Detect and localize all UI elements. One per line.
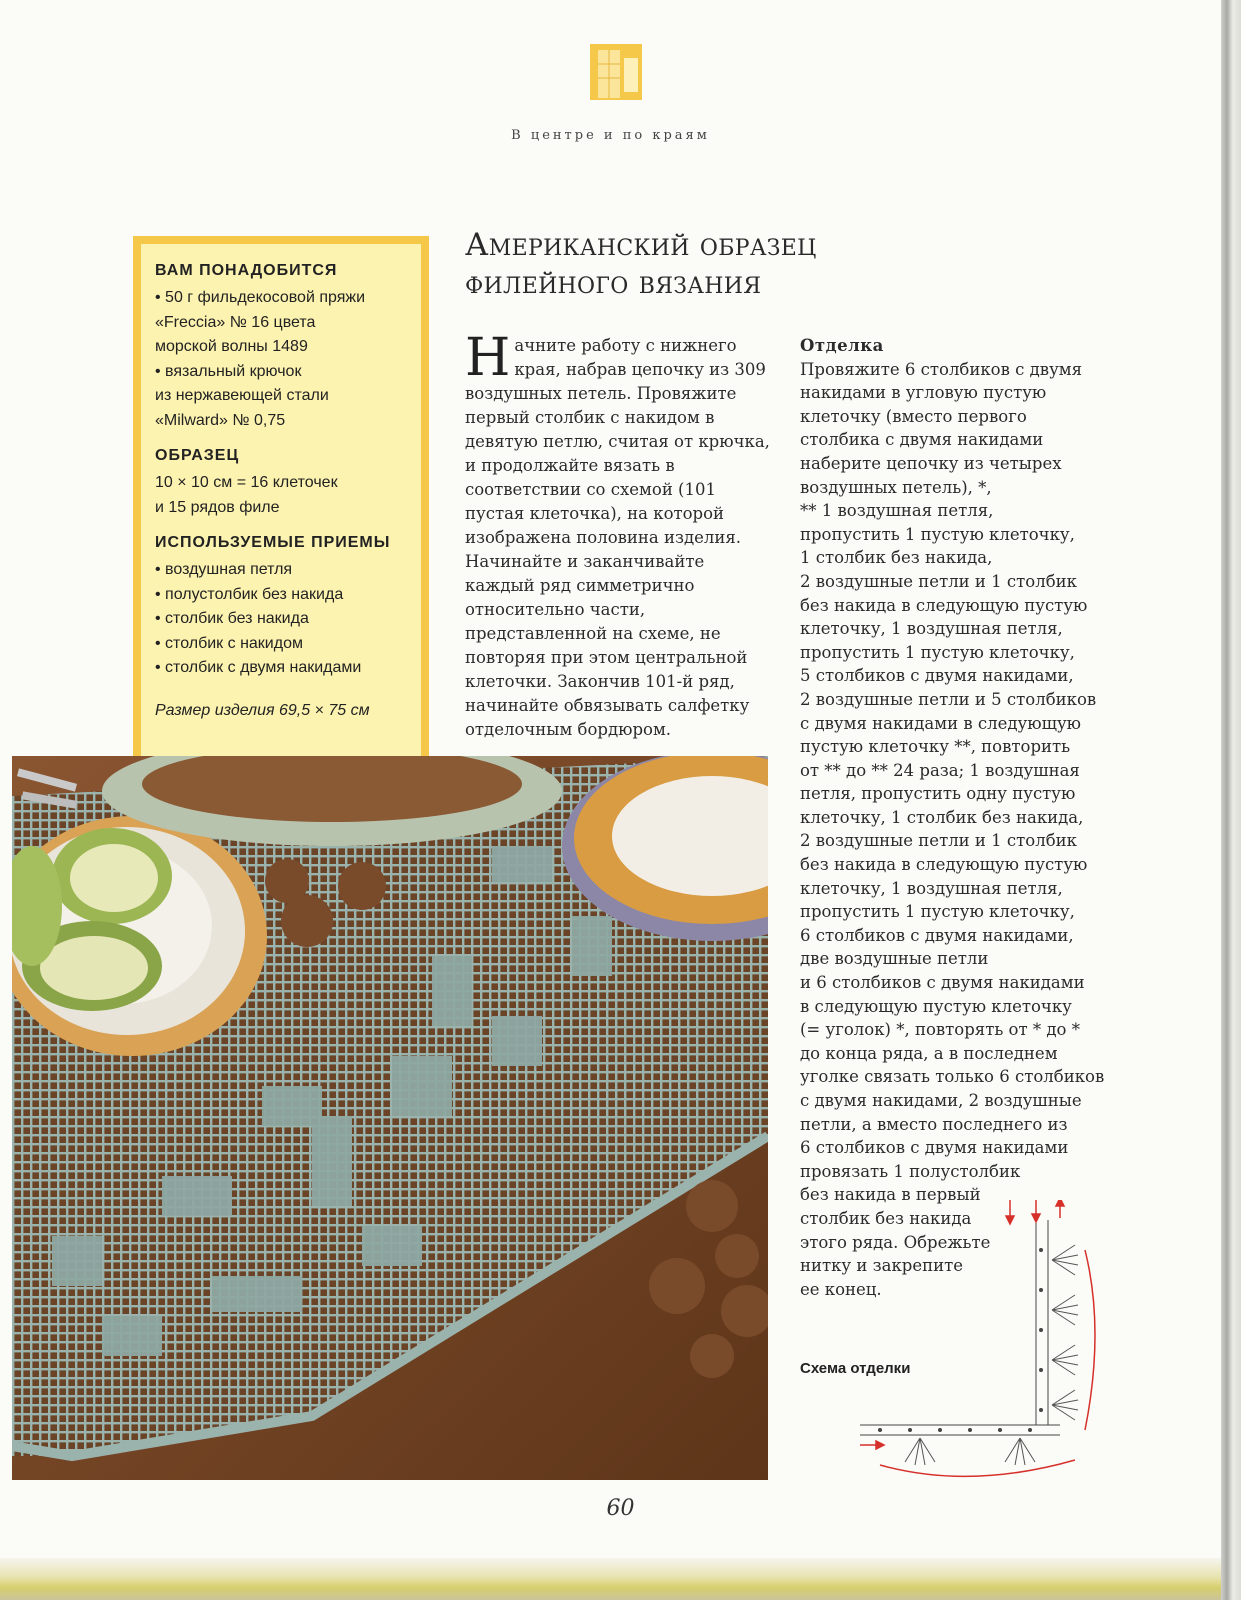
finishing-line: в следующую пустую клеточку [800, 996, 1072, 1016]
finishing-line: клеточку, 1 столбик без накида, [800, 807, 1084, 827]
gauge-line: 10 × 10 см = 16 клеточек [155, 474, 338, 491]
finishing-line: уголке связать только 6 столбиков [800, 1067, 1105, 1087]
schema-label: Схема отделки [800, 1360, 911, 1377]
finishing-line: столбик без накида [800, 1208, 972, 1228]
materials-heading: ВАМ ПОНАДОБИТСЯ [155, 262, 338, 279]
finishing-line: и 6 столбиков с двумя накидами [800, 973, 1085, 993]
finishing-line: петли, а вместо последнего из [800, 1114, 1068, 1134]
finishing-line: две воздушные петли [800, 949, 989, 969]
title-line: Американский образец [465, 227, 817, 263]
finishing-line: 2 воздушные петли и 1 столбик [800, 571, 1077, 591]
finishing-line: пропустить 1 пустую клеточку, [800, 902, 1075, 922]
body-paragraph: ачните работу с нижнего края, набрав цепочку из 309 воздушных петель. Провяжите первый столбик с накидом в девятую петлю, считая от крючка, и продолжайте вязать в соответствии со схемой (101 пустая клеточка), на которой изображена половина изделия. Начинайте и заканчивайте каждый ряд симметрично относительно части, представленной на схеме, не повторяя при этом центральной клеточки. Закончив 101-й ряд, начинайте обвязывать салфетку отделочным бордюром. [465, 336, 770, 739]
materials-line: из нержавеющей стали [155, 387, 329, 404]
finishing-line: Провяжите 6 столбиков с двумя [800, 359, 1083, 379]
finishing-line: 6 столбиков с двумя накидами [800, 1138, 1069, 1158]
techniques-heading: ИСПОЛЬЗУЕМЫЕ ПРИЕМЫ [155, 534, 391, 551]
finishing-line: пустую клеточку **, повторить [800, 737, 1071, 757]
finishing-line: нитку и закрепите [800, 1256, 963, 1276]
materials-line: • 50 г фильдекосовой пряжи [155, 289, 366, 306]
corner-logo-icon [590, 44, 642, 100]
finishing-line: петля, пропустить одну пустую [800, 784, 1076, 804]
finishing-line: ** 1 воздушная петля, [800, 501, 994, 521]
finishing-schema-diagram [860, 1200, 1120, 1490]
gauge-heading: ОБРАЗЕЦ [155, 447, 240, 464]
page-number: 60 [606, 1496, 635, 1521]
materials-sidebar [133, 236, 429, 770]
finishing-line: 2 воздушные петли и 5 столбиков [800, 689, 1097, 709]
finishing-line: столбика с двумя накидами [800, 430, 1044, 450]
finishing-line: до конца ряда, а в последнем [800, 1043, 1058, 1063]
running-head: В центре и по краям [511, 128, 710, 143]
finishing-line: с двумя накидами, 2 воздушные [800, 1091, 1082, 1110]
finishing-line: 5 столбиков с двумя накидами, [800, 666, 1074, 686]
technique-item: • столбик без накида [155, 610, 309, 627]
body-text-column [465, 328, 775, 742]
technique-item: • полустолбик без накида [155, 585, 344, 603]
techniques-section [155, 534, 405, 681]
drop-cap: Н [465, 328, 511, 388]
finishing-line: от ** до ** 24 раза; 1 воздушная [800, 760, 1080, 780]
page-edge-bottom [0, 1558, 1221, 1600]
finishing-line: 1 столбик без накида, [800, 548, 993, 568]
finishing-line: ее конец. [800, 1279, 882, 1299]
finishing-line: этого ряда. Обрежьте [800, 1232, 991, 1252]
materials-section [155, 262, 405, 433]
materials-line: «Freccia» № 16 цвета [155, 313, 316, 331]
finishing-line: клеточку, 1 воздушная петля, [800, 619, 1063, 639]
finishing-line: (= уголок) *, повторять от * до * [800, 1020, 1080, 1040]
gauge-line: и 15 рядов филе [155, 498, 280, 516]
finishing-line: 6 столбиков с двумя накидами, [800, 925, 1074, 945]
finishing-line: с двумя накидами в следующую [800, 713, 1082, 733]
finishing-heading: Отделка [800, 336, 884, 355]
finishing-line: без накида в следующую пустую [800, 855, 1088, 875]
finishing-line: клеточку, 1 воздушная петля, [800, 878, 1063, 898]
finishing-line: накидами в угловую пустую [800, 383, 1047, 403]
finishing-line: без накида в первый [800, 1185, 981, 1205]
finishing-line: клеточку (вместо первого [800, 406, 1027, 426]
finishing-line: провязать 1 полустолбик [800, 1161, 1021, 1181]
technique-item: • столбик с накидом [155, 634, 303, 652]
doily-photo [12, 756, 768, 1480]
page-edge-right [1221, 0, 1241, 1600]
finishing-line: 2 воздушные петли и 1 столбик [800, 831, 1077, 851]
finishing-line: воздушных петель), *, [800, 477, 992, 497]
materials-line: морской волны 1489 [155, 338, 308, 355]
technique-item: • столбик с двумя накидами [155, 659, 362, 676]
finishing-column [800, 334, 1110, 1301]
finishing-line: без накида в следующую пустую [800, 595, 1088, 615]
title-line: филейного вязания [465, 265, 762, 301]
materials-line: «Milward» № 0,75 [155, 411, 286, 429]
finished-size: Размер изделия 69,5 × 75 см [155, 701, 370, 719]
technique-item: • воздушная петля [155, 561, 293, 578]
gauge-section [155, 447, 405, 520]
finishing-line: наберите цепочку из четырех [800, 453, 1062, 473]
finishing-line: пропустить 1 пустую клеточку, [800, 642, 1075, 662]
article-title [465, 226, 925, 302]
finishing-line: пропустить 1 пустую клеточку, [800, 524, 1075, 544]
materials-line: • вязальный крючок [155, 362, 302, 380]
